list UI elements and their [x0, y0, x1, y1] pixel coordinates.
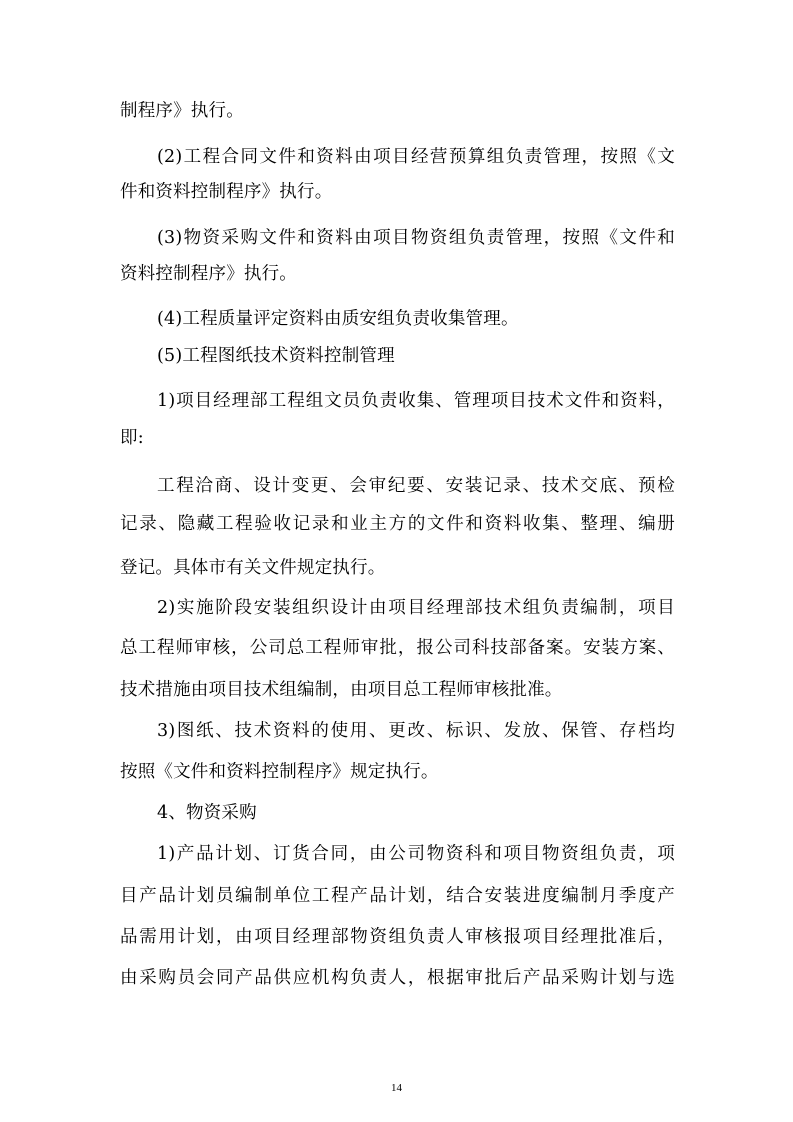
text-line: 品需用计划，由项目经理部物资组负责人审核报项目经理批准后， [120, 927, 675, 947]
text-line: 由采购员会同产品供应机构负责人，根据审批后产品采购计划与选 [120, 968, 675, 988]
text-line: 按照《文件和资料控制程序》规定执行。 [120, 762, 439, 782]
text-line: (5)工程图纸技术资料控制管理 [157, 346, 395, 366]
text-line: 即: [120, 428, 144, 448]
text-line: 总工程师审核，公司总工程师审批，报公司科技部备案。安装方案、 [120, 638, 675, 658]
text-line: (2)工程合同文件和资料由项目经营预算组负责管理，按照《文 [157, 147, 675, 167]
text-line: 制程序》执行。 [120, 101, 244, 121]
text-line: (4)工程质量评定资料由质安组负责收集管理。 [157, 309, 519, 329]
text-line: 1)项目经理部工程组文员负责收集、管理项目技术文件和资料， [157, 391, 675, 411]
text-line: 1)产品计划、订货合同，由公司物资科和项目物资组负责，项 [157, 844, 675, 864]
text-line: 目产品计划员编制单位工程产品计划，结合安装进度编制月季度产 [120, 886, 675, 906]
text-line: 件和资料控制程序》执行。 [120, 182, 333, 202]
text-line: (3)物资采购文件和资料由项目物资组负责管理，按照《文件和 [157, 228, 675, 248]
text-line: 资料控制程序》执行。 [120, 264, 297, 284]
page-number: 14 [391, 1082, 402, 1094]
text-line: 工程洽商、设计变更、会审纪要、安装记录、技术交底、预检 [157, 476, 675, 496]
text-line: 3)图纸、技术资料的使用、更改、标识、发放、保管、存档均 [157, 721, 675, 741]
text-line: 技术措施由项目技术组编制，由项目总工程师审核批准。 [120, 680, 563, 700]
text-line: 记录、隐藏工程验收记录和业主方的文件和资料收集、整理、编册 [120, 514, 675, 534]
text-line: 4、物资采购 [157, 803, 257, 823]
text-line: 登记。具体市有关文件规定执行。 [120, 558, 386, 578]
text-line: 2)实施阶段安装组织设计由项目经理部技术组负责编制，项目 [157, 598, 675, 618]
